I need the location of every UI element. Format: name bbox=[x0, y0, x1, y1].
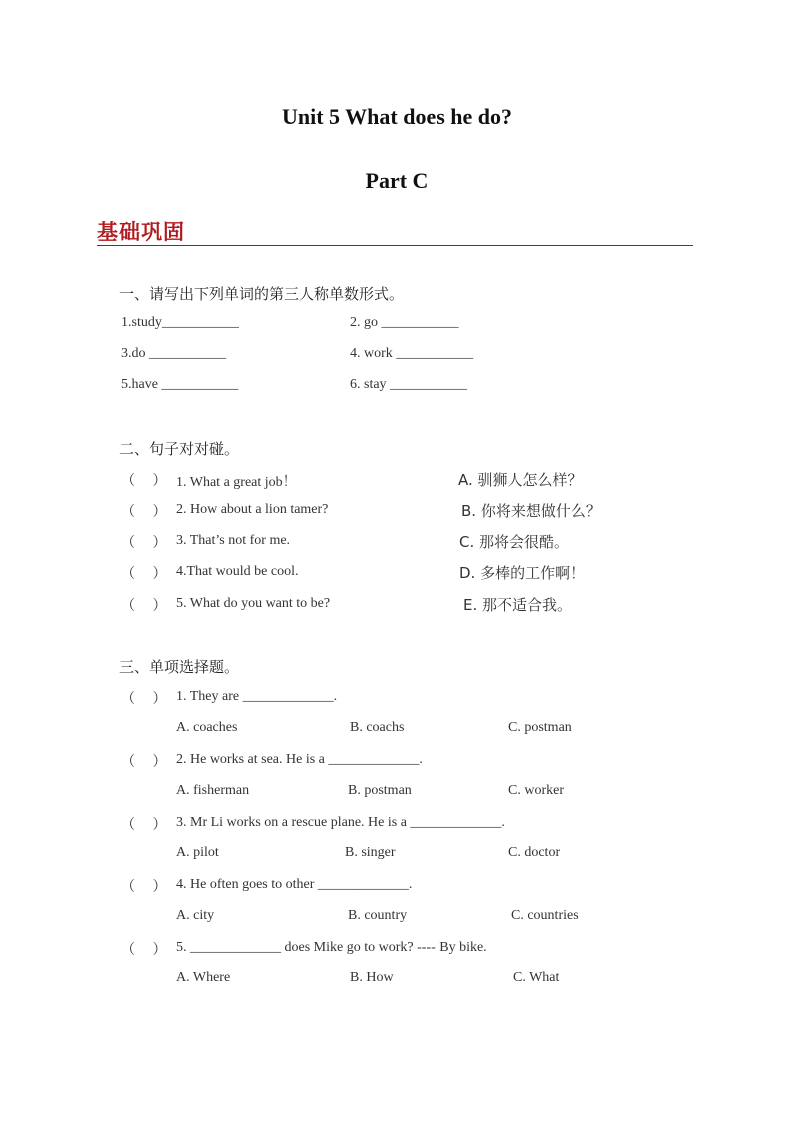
choice-option: B. singer bbox=[345, 845, 396, 860]
answer-blank: （ ） bbox=[121, 474, 167, 489]
choice-option: C. countries bbox=[511, 908, 579, 923]
match-question: 1. What a great job！ bbox=[176, 475, 297, 490]
choice-option: A. Where bbox=[176, 970, 231, 985]
section2-heading: 二、句子对对碰。 bbox=[119, 440, 240, 458]
match-answer: D. 多棒的工作啊！ bbox=[459, 564, 586, 582]
answer-blank: （ ） bbox=[121, 567, 167, 582]
page-subtitle: Part C bbox=[365, 168, 429, 193]
answer-blank: （ ） bbox=[121, 599, 167, 614]
choice-option: A. city bbox=[176, 908, 215, 923]
answer-blank: （ ） bbox=[121, 505, 167, 520]
section1-item: 6. stay ___________ bbox=[350, 377, 468, 392]
section1-item: 3.do ___________ bbox=[121, 346, 226, 361]
match-question: 5. What do you want to be? bbox=[176, 596, 331, 611]
section1-item: 4. work ___________ bbox=[350, 346, 474, 361]
section1-item: 5.have ___________ bbox=[121, 377, 239, 392]
choice-question: 2. He works at sea. He is a _____________. bbox=[176, 752, 423, 767]
choice-option: B. How bbox=[350, 970, 394, 985]
section1-item: 1.study___________ bbox=[121, 315, 239, 330]
choice-option: B. coachs bbox=[350, 720, 405, 735]
choice-option: B. country bbox=[348, 908, 408, 923]
page-title: Unit 5 What does he do? bbox=[281, 104, 513, 129]
section3-heading: 三、单项选择题。 bbox=[119, 658, 240, 676]
banner-divider bbox=[97, 245, 693, 246]
match-question: 4.That would be cool. bbox=[176, 564, 299, 579]
choice-option: A. coaches bbox=[176, 720, 238, 735]
match-answer: E. 那不适合我。 bbox=[463, 596, 573, 614]
section1-item: 2. go ___________ bbox=[350, 315, 459, 330]
choice-option: C. What bbox=[513, 970, 560, 985]
choice-question: 4. He often goes to other _____________. bbox=[176, 877, 413, 892]
answer-blank: （ ） bbox=[121, 692, 167, 707]
choice-question: 1. They are _____________. bbox=[176, 689, 338, 704]
match-answer: C. 那将会很酷。 bbox=[459, 533, 570, 551]
match-question: 2. How about a lion tamer? bbox=[176, 502, 329, 517]
match-question: 3. That’s not for me. bbox=[176, 533, 291, 548]
answer-blank: （ ） bbox=[121, 755, 167, 770]
match-answer: B. 你将来想做什么？ bbox=[461, 502, 601, 520]
choice-option: C. worker bbox=[508, 783, 564, 798]
choice-option: B. postman bbox=[348, 783, 412, 798]
choice-question: 3. Mr Li works on a rescue plane. He is a _____________. bbox=[176, 815, 505, 830]
section-banner: 基础巩固 bbox=[97, 220, 185, 244]
answer-blank: （ ） bbox=[121, 536, 167, 551]
section1-heading: 一、请写出下列单词的第三人称单数形式。 bbox=[119, 285, 405, 303]
choice-option: C. postman bbox=[508, 720, 572, 735]
answer-blank: （ ） bbox=[121, 818, 167, 833]
choice-question: 5. _____________ does Mike go to work? ---- By bike. bbox=[176, 940, 487, 955]
answer-blank: （ ） bbox=[121, 943, 167, 958]
choice-option: C. doctor bbox=[508, 845, 561, 860]
match-answer: A. 驯狮人怎么样？ bbox=[458, 471, 583, 489]
choice-option: A. pilot bbox=[176, 845, 219, 860]
choice-option: A. fisherman bbox=[176, 783, 250, 798]
answer-blank: （ ） bbox=[121, 880, 167, 895]
